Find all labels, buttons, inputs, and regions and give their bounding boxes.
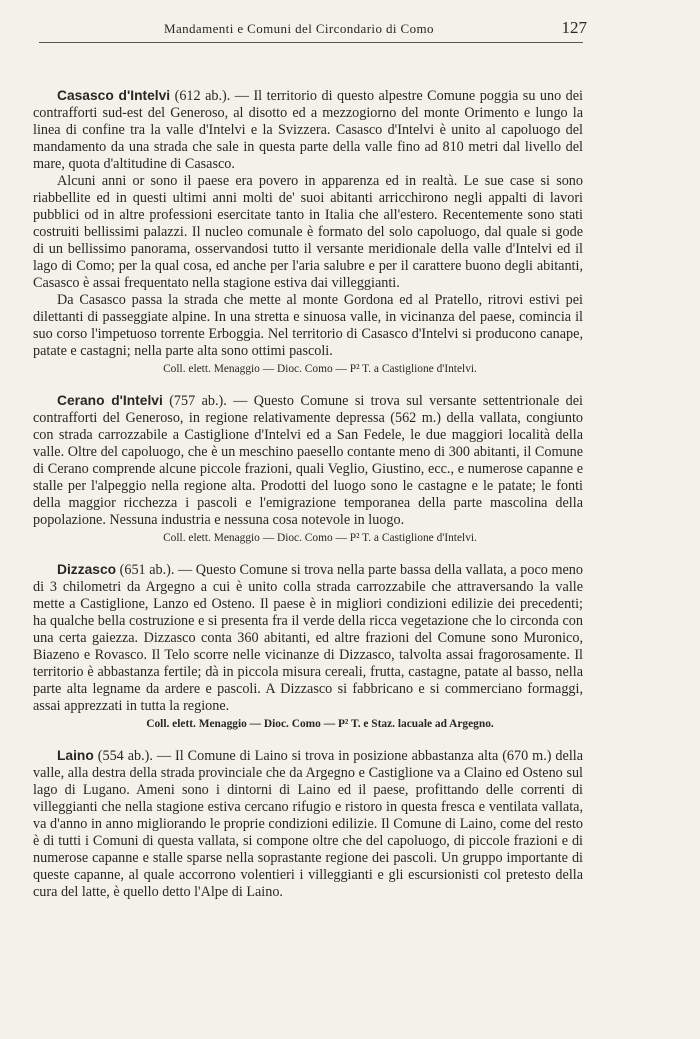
entry-casasco [33,87,583,378]
running-header [39,18,587,43]
entry-footnote: Coll. elett. Menaggio — Dioc. Como — P² T. a Castiglione d'Intelvi. [163,532,477,544]
entry-paragraph: Cerano d'Intelvi (757 ab.). — Questo Comune si trova sul versante settentrionale dei contrafforti del Generoso, in regione relativamente depressa (562 m.) della vallata, congiunto con strada carrozzabile a Castiglione d'Intelvi ed a San Fedele, le due maggiori località della valle. Oltre del capoluogo, che è un meschino paesello contante meno di 300 abitanti, il Comune di Cerano comprende alcune piccole frazioni, quali Veglio, Giustino, ecc., e numerose capanne e stalle per l'alpeggio nella regione alta. Prodotti del luogo sono le castagne e le patate; le fonti della maggior ricchezza i pascoli e l'emigrazione temporanea della parte mascolina della popolazione. Nessuna industria e nessuna cosa notevole in luogo. [33,393,583,528]
entry-laino [33,747,583,901]
entry-paragraph: Casasco d'Intelvi (612 ab.). — Il territorio di questo alpestre Comune poggia su uno dei contrafforti sud-est del Generoso, al disotto ed a mezzogiorno del monte Orimento e lungo la linea di confine tra la valle d'Intelvi e la Svizzera. Casasco d'Intelvi è unito al capoluogo del mandamento da una strada che sale in questa parte della valle fino ad 810 metri dal livello del mare, quota d'altitudine di Casasco. [33,88,583,172]
page-body [33,87,583,901]
entry-paragraph: Alcuni anni or sono il paese era povero in apparenza ed in realtà. Le sue case si sono riabbellite ed in questi ultimi anni molti de' suoi abitanti arricchirono negli appalti di lavori pubblici od in altre professioni esercitate tanto in Italia che all'estero. Recentemente sono stati costruiti bellissimi palazzi. Il nucleo comunale è formato del solo capoluogo, dal quale si gode di un bellissimo panorama, osservandosi tutto il versante meridionale della valle d'Intelvi ed il lago di Como; per la qual cosa, ed anche per l'aria salubre e per il carattere buono degli abitanti, Casasco è assai frequentato nella stagione estiva dai villeggianti. [33,173,583,291]
running-title: Mandamenti e Comuni del Circondario di Como [164,21,434,36]
entry-paragraph: Da Casasco passa la strada che mette al monte Gordona ed al Pratello, ritrovi estivi pei dilettanti di passeggiate alpine. In una stretta e sinuosa valle, in vicinanza del paese, comincia il suo corso l'impetuoso torrente Erboggia. Nel territorio di Casasco d'Intelvi si producono canape, patate e castagni; nella parte alta sono ottimi pascoli. [33,292,583,359]
entry-paragraph: Laino (554 ab.). — Il Comune di Laino si trova in posizione abbastanza alta (670 m.) della valle, alla destra della strada provinciale che da Argegno e Castiglione va a Claino ed Osteno sul lago di Lugano. Ameni sono i dintorni di Laino ed il paese, profittando delle correnti di villeggianti che nella stagione estiva cercano rifugio e ristoro in questa fresca e ventilata vallata, va d'anno in anno migliorando le proprie condizioni edilizie. Il Comune di Laino, come del resto è di tutti i Comuni di questa vallata, si compone oltre che del capoluogo, di piccole frazioni e di numerose capanne e stalle sparse nella soprastante regione dei pascoli. Un gruppo importante di queste capanne, al quale accorrono volentieri i villeggianti e gli escursionisti col pretesto della cura del latte, è quello detto l'Alpe di Laino. [33,748,583,900]
entry-footnote: Coll. elett. Menaggio — Dioc. Como — P² T. a Castiglione d'Intelvi. [163,363,477,375]
entry-dizzasco [33,561,583,733]
entry-cerano [33,392,583,547]
entry-footnote: Coll. elett. Menaggio — Dioc. Como — P² T. e Staz. lacuale ad Argegno. [146,718,494,730]
entry-headword: Casasco d'Intelvi [57,88,171,103]
entry-headword: Laino [57,748,94,763]
entry-headword: Cerano d'Intelvi [57,393,163,408]
page-number: 127 [561,18,587,37]
entry-headword: Dizzasco [57,562,117,577]
entry-paragraph: Dizzasco (651 ab.). — Questo Comune si trova nella parte bassa della vallata, a poco meno di 3 chilometri da Argegno a cui è unito colla strada carrozzabile che attraversando la valle mette a Castiglione, Lanzo ed Osteno. Il paese è in migliori condizioni edilizie dei precedenti; ha qualche bella costruzione e si presenta fra il verde della ricca vegetazione che lo circonda con una certa gaiezza. Dizzasco conta 360 abitanti, ed altre frazioni del Comune sono Muronico, Biazeno e Rovasco. Il Telo scorre nelle vicinanze di Dizzasco, talvolta assai fragorosamente. Il territorio è abbastanza fertile; dà in piccola misura cereali, frutta, castagne, patate al basso, nella parte alta legname da ardere e pascoli. A Dizzasco si fabbricano e si commerciano formaggi, assai apprezzati in tutta la regione. [33,562,583,714]
